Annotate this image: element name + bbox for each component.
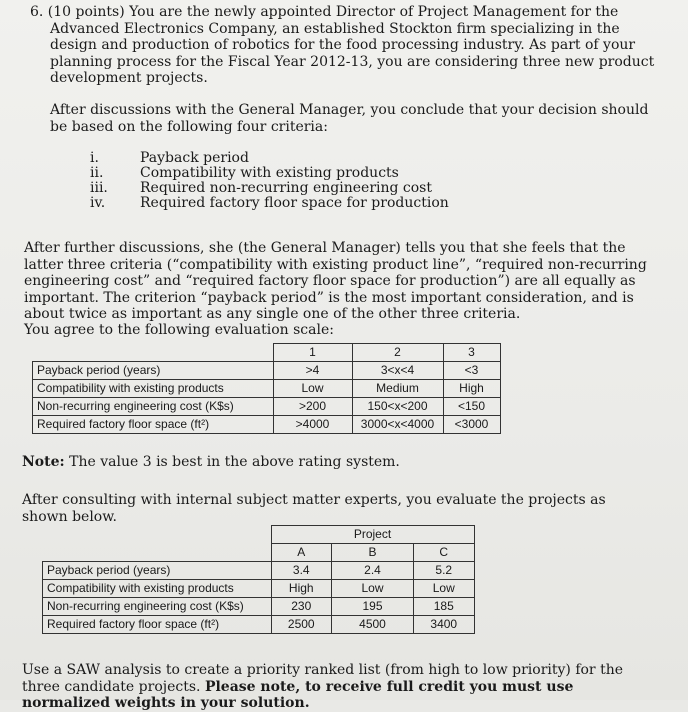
criteria-label: Payback period	[140, 150, 249, 166]
table-cell: 150<x<200	[352, 398, 443, 416]
scale-lead-in: You agree to the following evaluation scale:	[24, 322, 334, 338]
table-cell: 3400	[414, 616, 475, 634]
criteria-number: ii.	[90, 165, 104, 181]
note-text: The value 3 is best in the above rating system.	[69, 454, 400, 470]
table-cell: <3	[443, 362, 500, 380]
table-cell: 195	[332, 598, 414, 616]
criteria-item	[90, 151, 490, 166]
column-header: 3	[443, 344, 500, 362]
table-group-header-row	[43, 526, 475, 544]
criteria-number: i.	[90, 150, 99, 166]
criteria-item	[90, 181, 490, 196]
row-label: Non-recurring engineering cost (K$s)	[43, 598, 272, 616]
row-label: Payback period (years)	[43, 562, 272, 580]
table-row	[33, 380, 501, 398]
closing-instructions	[22, 662, 662, 712]
table-cell: <150	[443, 398, 500, 416]
row-label: Non-recurring engineering cost (K$s)	[33, 398, 274, 416]
column-header: 1	[273, 344, 352, 362]
row-label: Compatibility with existing products	[43, 580, 272, 598]
closing-emphasis: Please note, to receive full credit you must use normalized weights in your solution.	[22, 678, 574, 711]
further-discussion: After further discussions, she (the General Manager) tells you that she feels that the latter three criteria (“compatibility with existing product line”, “required non-recurring engineering cost” and “required factory floor space for production”) are all equally as important. The criterion “payback period” is the most important consideration, and is about twice as important as any single one of the other three criteria.	[24, 240, 647, 322]
closing-text: Use a SAW analysis to create a priority ranked list (from high to low priority) for the three candidate projects.	[22, 662, 623, 695]
table-cell: 3<x<4	[352, 362, 443, 380]
table-cell: 3.4	[271, 562, 332, 580]
table-row	[43, 598, 475, 616]
criteria-lead-in: After discussions with the General Manager, you conclude that your decision should be based on the following four criteria:	[50, 102, 649, 135]
criteria-number: iv.	[90, 195, 106, 211]
question-intro: 6. (10 points) You are the newly appointed Director of Project Management for the Advanced Electronics Company, an established Stockton firm specializing in the design and production of robotics for the food processing industry. As part of your planning process for the Fiscal Year 2012-13, you are considering three new product development projects.	[30, 4, 655, 86]
table-cell: >200	[273, 398, 352, 416]
row-label: Compatibility with existing products	[33, 380, 274, 398]
row-label: Payback period (years)	[33, 362, 274, 380]
column-header: B	[332, 544, 414, 562]
table-cell: >4	[273, 362, 352, 380]
column-header: 2	[352, 344, 443, 362]
column-header: C	[414, 544, 475, 562]
table-cell: <3000	[443, 416, 500, 434]
table-cell: 185	[414, 598, 475, 616]
table-cell: 4500	[332, 616, 414, 634]
project-evaluation-table	[42, 525, 475, 634]
row-label: Required factory floor space (ft²)	[33, 416, 274, 434]
table-row	[43, 580, 475, 598]
row-label: Required factory floor space (ft²)	[43, 616, 272, 634]
table-cell: Low	[414, 580, 475, 598]
table-cell: 2500	[271, 616, 332, 634]
table-cell: High	[271, 580, 332, 598]
table-cell: Low	[273, 380, 352, 398]
table-row	[33, 416, 501, 434]
criteria-label: Required non-recurring engineering cost	[140, 180, 432, 196]
evaluation-scale-table	[32, 343, 501, 434]
table-cell: 3000<x<4000	[352, 416, 443, 434]
table-row	[33, 398, 501, 416]
consulting-text: After consulting with internal subject matter experts, you evaluate the projects as shown below.	[22, 492, 606, 525]
table-row	[33, 362, 501, 380]
criteria-item	[90, 166, 490, 181]
table-row	[43, 616, 475, 634]
table-cell: >4000	[273, 416, 352, 434]
scale-note	[22, 454, 522, 471]
note-label: Note:	[22, 454, 65, 470]
criteria-item	[90, 196, 490, 211]
table-header-row	[43, 544, 475, 562]
table-cell: Medium	[352, 380, 443, 398]
column-header: A	[271, 544, 332, 562]
criteria-number: iii.	[90, 180, 108, 196]
table-row	[43, 562, 475, 580]
criteria-label: Compatibility with existing products	[140, 165, 399, 181]
project-group-header: Project	[332, 526, 414, 544]
table-header-row	[33, 344, 501, 362]
table-cell: 2.4	[332, 562, 414, 580]
criteria-label: Required factory floor space for production	[140, 195, 449, 211]
table-cell: Low	[332, 580, 414, 598]
table-cell: 230	[271, 598, 332, 616]
table-cell: High	[443, 380, 500, 398]
criteria-list	[90, 151, 490, 215]
table-cell: 5.2	[414, 562, 475, 580]
